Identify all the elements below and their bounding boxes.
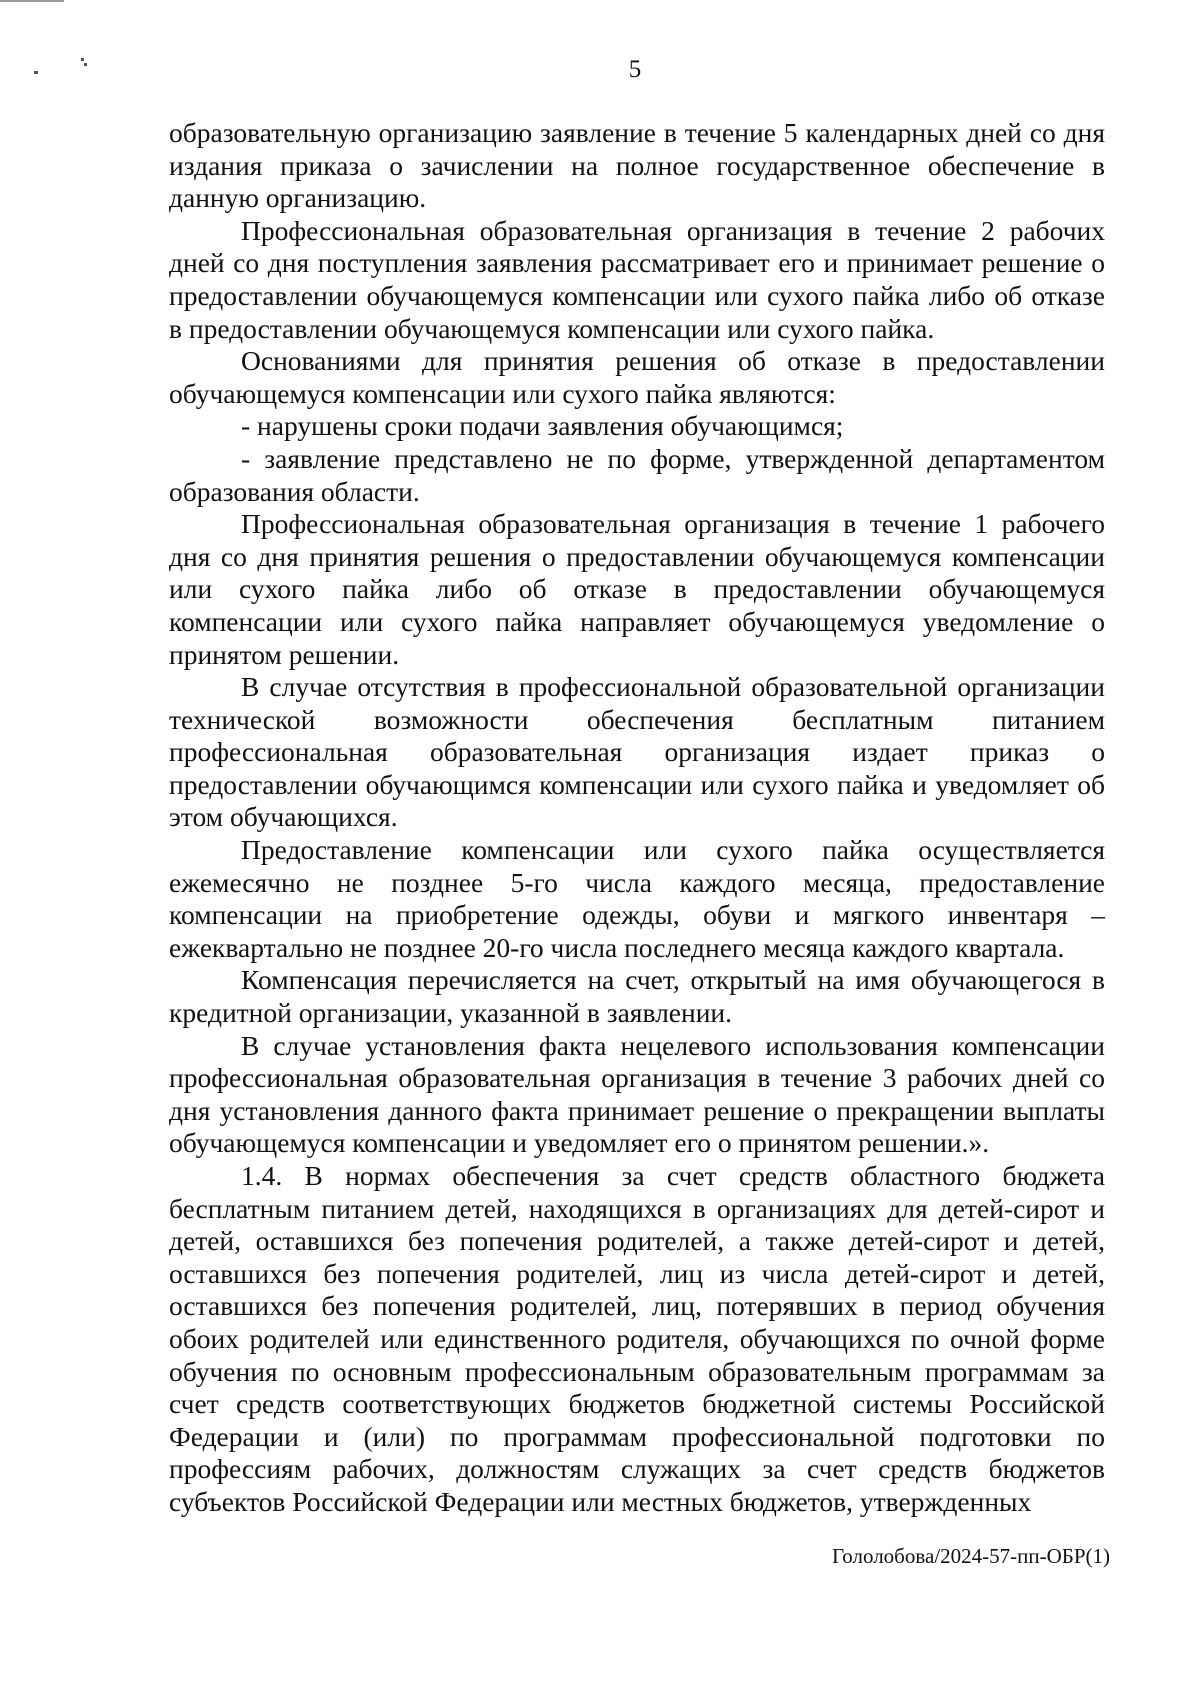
paragraph-account-transfer: Компенсация перечисляется на счет, открытый на имя обучающегося в кредитной организации, указанной в заявлении. [169,964,1105,1029]
paragraph-refusal-grounds: Основаниями для принятия решения об отказе в предоставлении обучающемуся компенсации или сухого пайка являются: [169,345,1105,409]
paragraph-no-technical-possibility: В случае отсутствия в профессиональной образовательной организации технической возможности обеспечения бесплатным питанием профессиональная образовательная организация издает приказ о предоставлении обучающимся компенсации или сухого пайка и уведомляет об этом обучающихся. [169,671,1105,833]
paragraph-section-1-4: 1.4. В нормах обеспечения за счет средств областного бюджета бесплатным питанием детей, находящихся в организациях для детей-сирот и детей, оставшихся без попечения родителей, а также детей-сирот и детей, оставшихся без попечения родителей, лиц из числа детей-сирот и детей, оставшихся без попечения родителей, лиц, потерявших в период обучения обоих родителей или единственного родителя, обучающихся по очной форме обучения по основным профессиональным образовательным программам за счет средств соответствующих бюджетов бюджетной системы Российской Федерации и (или) по программам профессиональной подготовки по профессиям рабочих, должностям служащих за счет средств бюджетов субъектов Российской Федерации или местных бюджетов, утвержденных [169,1160,1105,1517]
document-body [169,117,1105,1519]
paragraph-notification: Профессиональная образовательная организация в течение 1 рабочего дня со дня принятия решения о предоставлении обучающемуся компенсации или сухого пайка либо об отказе в предоставлении обучающемуся компенсации или сухого пайка направляет обучающемуся уведомление о принятом решении. [169,508,1105,670]
paragraph-payment-schedule: Предоставление компенсации или сухого пайка осуществляется ежемесячно не позднее 5-го числа каждого месяца, предоставление компенсации на приобретение одежды, обуви и мягкого инвентаря – ежеквартально не позднее 20-го числа последнего месяца каждого квартала. [169,834,1105,963]
scan-edge-line [0,0,64,2]
document-reference-code: Гололобова/2024-57-пп-ОБР(1) [831,1544,1110,1568]
paragraph-continuation: образовательную организацию заявление в течение 5 календарных дней со дня издания приказа о зачислении на полное государственное обеспечение в данную организацию. [169,117,1105,214]
page-number: 5 [628,56,642,83]
list-item-deadline-violation: - нарушены сроки подачи заявления обучающимся; [241,410,844,442]
paragraph-review-application: Профессиональная образовательная организация в течение 2 рабочих дней со дня поступления заявления рассматривает его и принимает решение о предоставлении обучающемуся компенсации или сухого пайка либо об отказе в предоставлении обучающемуся компенсации или сухого пайка. [169,214,1105,344]
paragraph-misuse: В случае установления факта нецелевого использования компенсации профессиональная образовательная организация в течение 3 рабочих дней со дня установления данного факта принимает решение о прекращении выплаты обучающемуся компенсации и уведомляет его о принятом решении.». [169,1029,1105,1159]
list-item-wrong-form: - заявление представлено не по форме, утвержденной департаментом образования области. [169,442,1105,507]
